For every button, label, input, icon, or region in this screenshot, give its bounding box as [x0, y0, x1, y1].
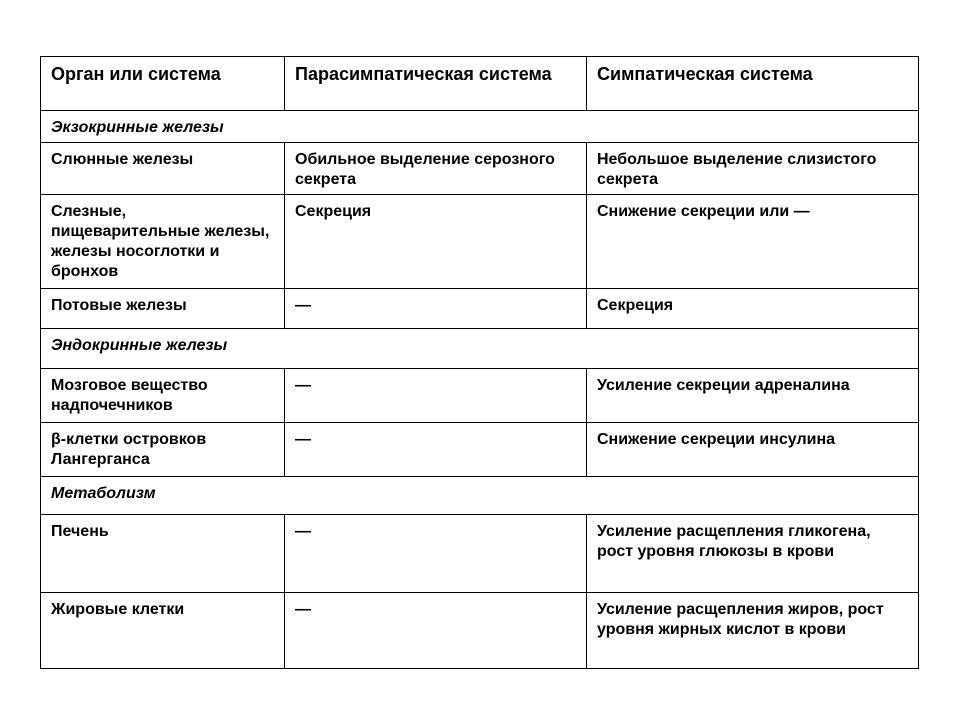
table-row [41, 195, 919, 289]
section-row-exocrine [41, 111, 919, 143]
section-row-endocrine [41, 329, 919, 369]
organ-cell: Мозговое вещество надпочечников [41, 369, 285, 423]
section-title: Экзокринные железы [41, 111, 919, 143]
sympathetic-cell: Усиление расщепления жиров, рост уровня жирных кислот в крови [587, 593, 919, 669]
table-row [41, 593, 919, 669]
table-row [41, 143, 919, 195]
sympathetic-cell: Снижение секреции или — [587, 195, 919, 289]
sympathetic-cell: Усиление секреции адреналина [587, 369, 919, 423]
sympathetic-cell: Усиление расщепления гликогена, рост уровня глюкозы в крови [587, 515, 919, 593]
autonomic-effects-table [40, 56, 919, 669]
parasympathetic-cell: — [285, 369, 587, 423]
table-row [41, 423, 919, 477]
header-row [41, 57, 919, 111]
section-row-metabolism [41, 477, 919, 515]
organ-cell: Жировые клетки [41, 593, 285, 669]
sympathetic-cell: Снижение секреции инсулина [587, 423, 919, 477]
organ-cell: Потовые железы [41, 289, 285, 329]
header-parasympathetic: Парасимпатическая система [285, 57, 587, 111]
parasympathetic-cell: — [285, 515, 587, 593]
organ-cell: Слезные, пищеварительные железы, железы носоглотки и бронхов [41, 195, 285, 289]
section-title: Метаболизм [41, 477, 919, 515]
table-row [41, 515, 919, 593]
organ-cell: Слюнные железы [41, 143, 285, 195]
parasympathetic-cell: — [285, 289, 587, 329]
header-organ: Орган или система [41, 57, 285, 111]
parasympathetic-cell: Секреция [285, 195, 587, 289]
section-title: Эндокринные железы [41, 329, 919, 369]
header-sympathetic: Симпатическая система [587, 57, 919, 111]
organ-cell: Печень [41, 515, 285, 593]
parasympathetic-cell: — [285, 593, 587, 669]
organ-cell: β-клетки островков Лангерганса [41, 423, 285, 477]
parasympathetic-cell: Обильное выделение серозного секрета [285, 143, 587, 195]
sympathetic-cell: Небольшое выделение слизистого секрета [587, 143, 919, 195]
sympathetic-cell: Секреция [587, 289, 919, 329]
table-row [41, 369, 919, 423]
table-row [41, 289, 919, 329]
parasympathetic-cell: — [285, 423, 587, 477]
